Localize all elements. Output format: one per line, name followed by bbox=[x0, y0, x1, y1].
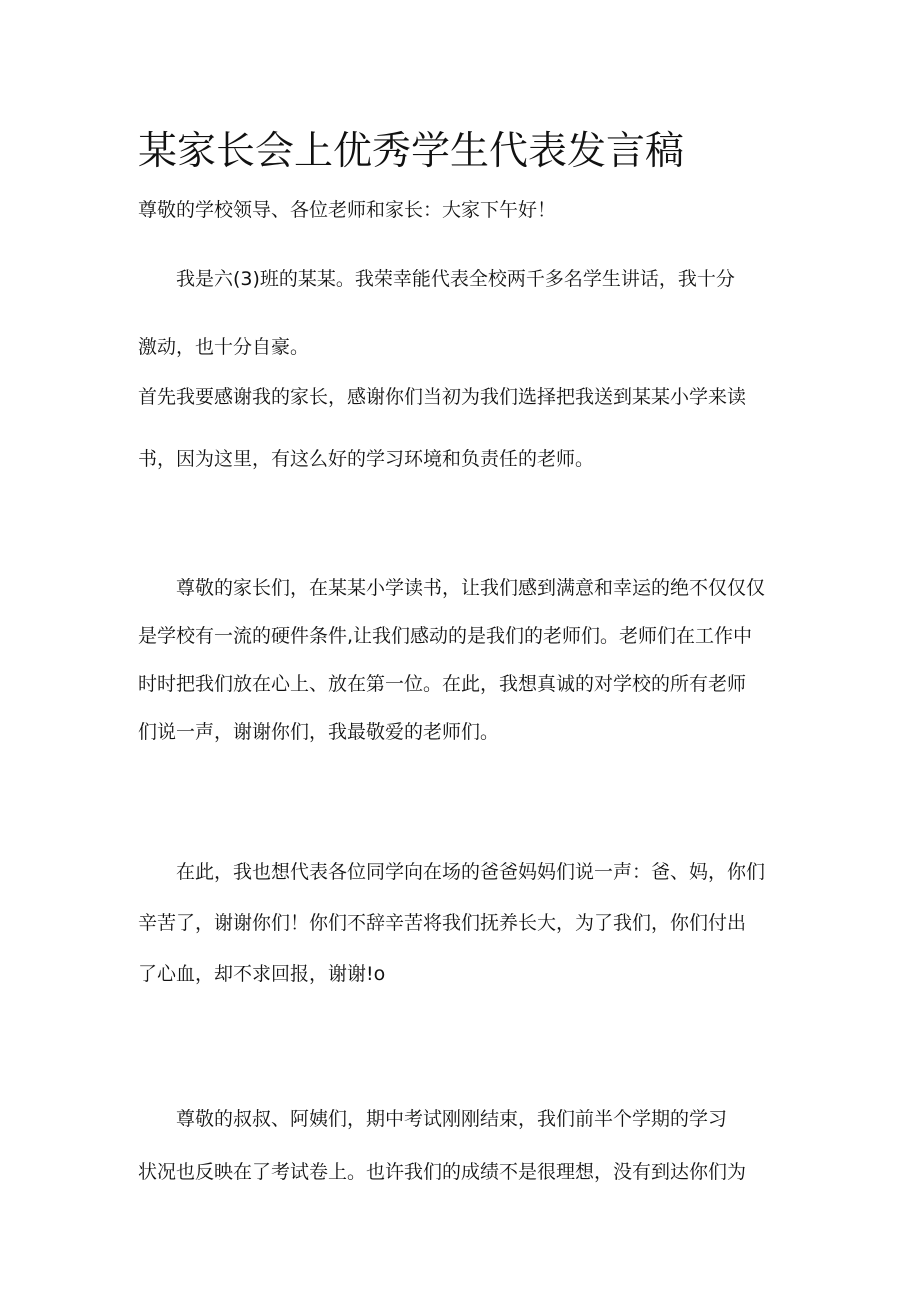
paragraph-line: 是学校有一流的硬件条件,让我们感动的是我们的老师们。老师们在工作中 bbox=[138, 625, 753, 647]
greeting bbox=[138, 195, 798, 226]
paragraph-line: 了心血，却不求回报，谢谢!o bbox=[138, 963, 386, 985]
document-title: 某家长会上优秀学生代表发言稿 bbox=[138, 129, 685, 174]
paragraph-4 bbox=[138, 857, 798, 990]
paragraph-line: 激动，也十分自豪。 bbox=[138, 336, 310, 358]
paragraph-1 bbox=[138, 264, 798, 363]
paragraph-5 bbox=[138, 1104, 798, 1188]
paragraph-line: 在此，我也想代表各位同学向在场的爸爸妈妈们说一声：爸、妈，你们 bbox=[176, 861, 766, 883]
greeting-line: 尊敬的学校领导、各位老师和家长：大家下午好！ bbox=[138, 199, 557, 221]
paragraph-2 bbox=[138, 382, 798, 475]
paragraph-3 bbox=[138, 573, 798, 748]
paragraph-line: 状况也反映在了考试卷上。也许我们的成绩不是很理想，没有到达你们为 bbox=[138, 1161, 747, 1183]
paragraph-line: 时时把我们放在心上、放在第一位。在此，我想真诚的对学校的所有老师 bbox=[138, 673, 747, 695]
paragraph-line: 们说一声，谢谢你们，我最敬爱的老师们。 bbox=[138, 721, 500, 743]
paragraph-line: 我是六(3)班的某某。我荣幸能代表全校两千多名学生讲话，我十分 bbox=[176, 268, 735, 290]
paragraph-line: 尊敬的叔叔、阿姨们，期中考试刚刚结束，我们前半个学期的学习 bbox=[176, 1108, 728, 1130]
paragraph-line: 辛苦了，谢谢你们！你们不辞辛苦将我们抚养长大，为了我们，你们付出 bbox=[138, 912, 747, 934]
paragraph-line: 书，因为这里，有这么好的学习环境和负责任的老师。 bbox=[138, 448, 595, 470]
paragraph-line: 尊敬的家长们，在某某小学读书，让我们感到满意和幸运的绝不仅仅仅 bbox=[176, 577, 766, 599]
paragraph-line: 首先我要感谢我的家长，感谢你们当初为我们选择把我送到某某小学来读 bbox=[138, 386, 747, 408]
